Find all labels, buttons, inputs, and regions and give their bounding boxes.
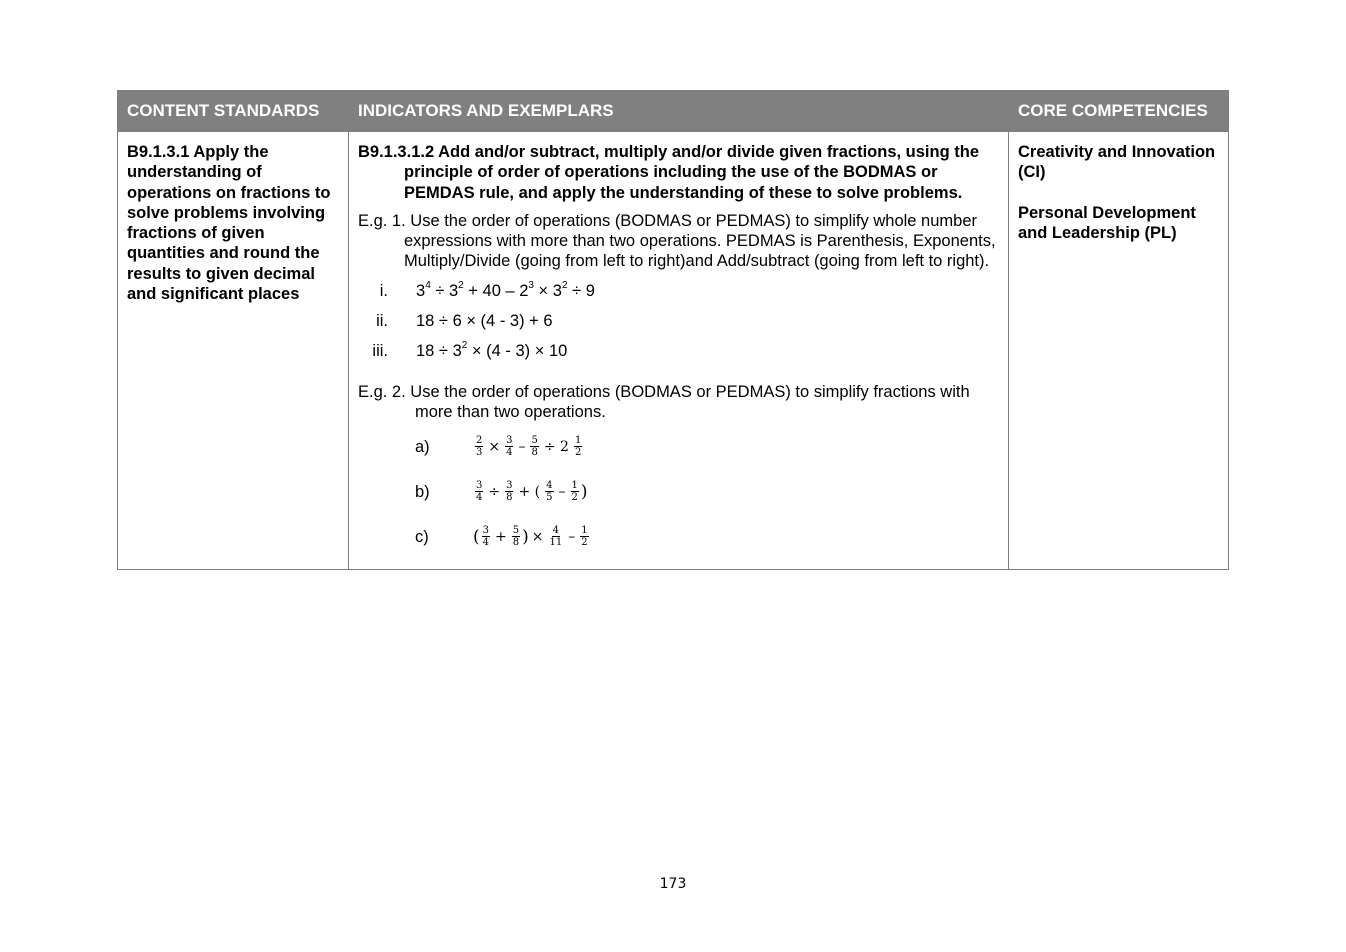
eg2-item-label: a): [415, 437, 430, 456]
curriculum-table: [117, 90, 1229, 570]
content-standard-cell: [118, 132, 349, 570]
eg1-item-iii: [358, 336, 999, 366]
eg2-item-b: [358, 469, 999, 514]
header-core-competencies: CORE COMPETENCIES: [1009, 91, 1229, 132]
eg1-expression: $18 \div 3^2 \times (4 - 3) \times 10$: [416, 340, 568, 360]
header-indicators: INDICATORS AND EXEMPLARS: [349, 91, 1009, 132]
eg2-item-label: c): [415, 527, 429, 546]
eg2-item-a: [358, 424, 999, 469]
eg1-item-number: i.: [379, 281, 388, 300]
eg2-item-label: b): [415, 482, 430, 501]
eg2-expression-a: $\frac{2}{3}$ × $\frac{3}{4}$ – $\frac{5}{8}$ ÷ 2 $\frac{1}{2}$: [476, 435, 582, 459]
eg1-expression: $3^4 \div 3^2 + 40 - 2^3 \times 3^2 \div 9$: [416, 280, 595, 300]
header-row: [118, 91, 1229, 132]
indicator-text: B9.1.3.1.2 Add and/or subtract, multiply and/or divide given fractions, using the principle of order of operations including the use of the BODMAS or PEMDAS rule, and apply the understanding of these to solve problems.: [358, 143, 979, 202]
competency-pl: Personal Development and Leadership (PL): [1018, 203, 1196, 242]
competencies-cell: [1009, 132, 1229, 570]
header-content-standards: CONTENT STANDARDS: [118, 91, 349, 132]
eg2-intro: E.g. 2. Use the order of operations (BODMAS or PEDMAS) to simplify fractions with more than two operations.: [358, 382, 970, 422]
eg1-item-i: [358, 276, 999, 306]
eg2-expression-c: ( $\frac{3}{4}$ + $\frac{5}{8}$ ) × $\frac{4}{11}$ – $\frac{1}{2}$: [473, 525, 588, 549]
eg1-intro: E.g. 1. Use the order of operations (BODMAS or PEDMAS) to simplify whole number expressions with more than two operations. PEDMAS is Parenthesis, Exponents, Multiply/Divide (going from left to right)and Add/subtract (going from left to right).: [358, 211, 996, 271]
content-standard-text: B9.1.3.1 Apply the understanding of operations on fractions to solve problems involving fractions of given quantities and round the results to given decimal and significant places: [127, 143, 331, 304]
table-row: [118, 132, 1229, 570]
eg1-expression: 18 ÷ 6 × (4 - 3) + 6: [416, 311, 553, 330]
eg1-item-ii: [358, 306, 999, 336]
eg2-item-c: [358, 514, 999, 559]
page-number: 173: [659, 876, 687, 892]
competency-ci: Creativity and Innovation (CI): [1018, 143, 1216, 182]
eg1-item-number: ii.: [376, 311, 388, 330]
eg2-expression-b: $\frac{3}{4}$ ÷ $\frac{3}{8}$ + ( $\frac{4}{5}$ – $\frac{1}{2}$ ): [476, 480, 588, 504]
eg1-item-number: iii.: [372, 341, 388, 360]
indicators-cell: [349, 132, 1009, 570]
